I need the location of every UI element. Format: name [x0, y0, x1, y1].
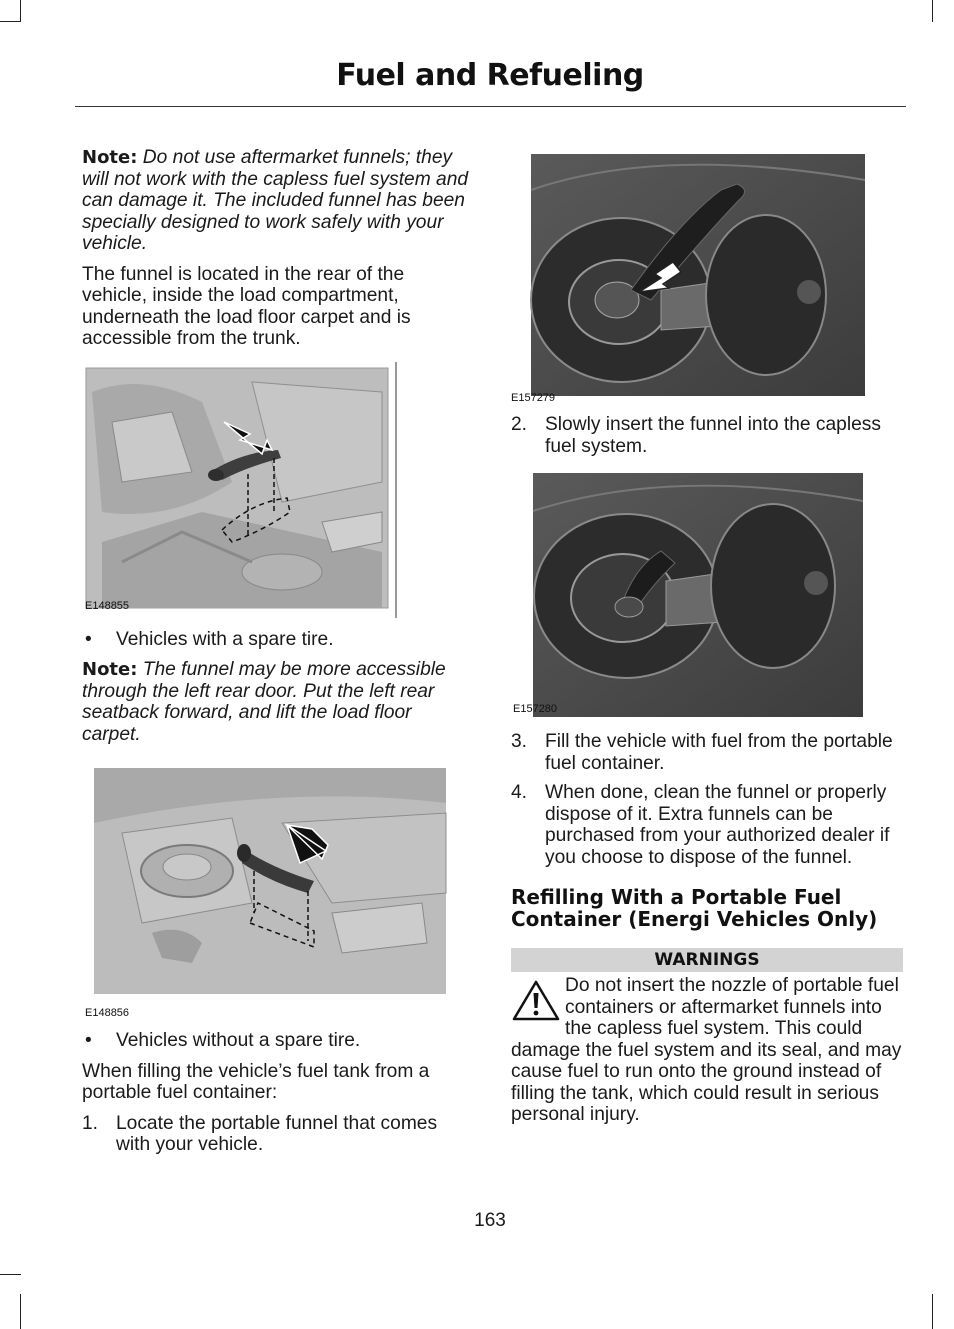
figure-funnel-insert — [511, 150, 871, 406]
warning-block — [511, 975, 903, 1126]
figure-caption: E148856 — [85, 1007, 130, 1019]
page-number: 163 — [474, 1210, 506, 1231]
note-label: Note: — [82, 147, 138, 168]
figure-no-spare-tire — [82, 763, 452, 1021]
figure-caption: E157279 — [511, 392, 556, 404]
crop-mark — [932, 0, 933, 22]
page-title: Fuel and Refueling — [336, 58, 644, 93]
funnel-location-paragraph: The funnel is located in the rear of the vehicle, inside the load compartment, underneath the load floor carpet and is accessible from the trunk. — [82, 263, 411, 349]
note-text: Do not use aftermarket funnels; they will not work with the capless fuel system and can damage it. The included funnel has been specially designed to work safely with your vehicle. — [82, 147, 469, 254]
step-item — [511, 731, 903, 774]
step-number: 3. — [511, 731, 528, 752]
step-number: 1. — [82, 1112, 99, 1134]
figure-spare-tire — [82, 362, 402, 618]
note-funnels — [82, 147, 474, 255]
title-divider — [75, 106, 906, 107]
funnel-inserted-illustration — [511, 471, 871, 721]
warning-triangle-icon — [511, 979, 561, 1023]
section-heading: Refilling With a Portable Fuel Container (Energi Vehicles Only) — [511, 885, 878, 931]
bullet-item — [82, 629, 474, 651]
step-number: 2. — [511, 414, 528, 435]
note-label: Note: — [82, 659, 138, 680]
portable-container-paragraph: When filling the vehicle’s fuel tank from a portable fuel container: — [82, 1060, 430, 1103]
figure-caption: E148855 — [85, 599, 130, 612]
bullet-dot-icon: • — [85, 1030, 92, 1051]
crop-mark — [0, 1274, 21, 1275]
step-text: When done, clean the funnel or properly dispose of it. Extra funnels can be purchased from your authorized dealer if you choose to dispose of the funnel. — [545, 782, 890, 868]
note-left-rear-door — [82, 659, 474, 745]
step-item — [82, 1113, 474, 1156]
warnings-header: WARNINGS — [511, 948, 903, 972]
crop-mark — [20, 1294, 21, 1329]
left-column — [82, 147, 474, 1156]
funnel-no-spare-illustration — [82, 763, 452, 1003]
warning-text: Do not insert the nozzle of portable fuel containers or aftermarket funnels into the capless fuel system. This could damage the fuel system and its seal, and may cause fuel to run onto the ground instead of filling the tank, which could result in serious personal injury. — [511, 975, 902, 1125]
crop-mark — [932, 1294, 933, 1329]
funnel-spare-tire-illustration — [82, 362, 402, 618]
step-item — [511, 414, 903, 457]
step-item — [511, 782, 903, 868]
step-text: Slowly insert the funnel into the capless fuel system. — [545, 414, 881, 457]
funnel-insert-illustration — [511, 150, 871, 400]
bullet-item — [82, 1030, 474, 1052]
step-text: Locate the portable funnel that comes with your vehicle. — [116, 1112, 438, 1155]
right-column — [511, 150, 903, 1126]
step-text: Fill the vehicle with fuel from the portable fuel container. — [545, 731, 893, 774]
bullet-text: Vehicles without a spare tire. — [116, 1030, 361, 1051]
figure-caption: E157280 — [513, 703, 558, 715]
figure-funnel-inserted — [511, 471, 871, 721]
bullet-text: Vehicles with a spare tire. — [116, 628, 334, 650]
crop-mark — [20, 0, 21, 22]
step-number: 4. — [511, 782, 528, 803]
note-text: The funnel may be more accessible through the left rear door. Put the left rear seatback forward, and lift the load floor carpet. — [82, 659, 446, 745]
crop-mark — [0, 21, 21, 22]
bullet-dot-icon: • — [85, 628, 92, 650]
